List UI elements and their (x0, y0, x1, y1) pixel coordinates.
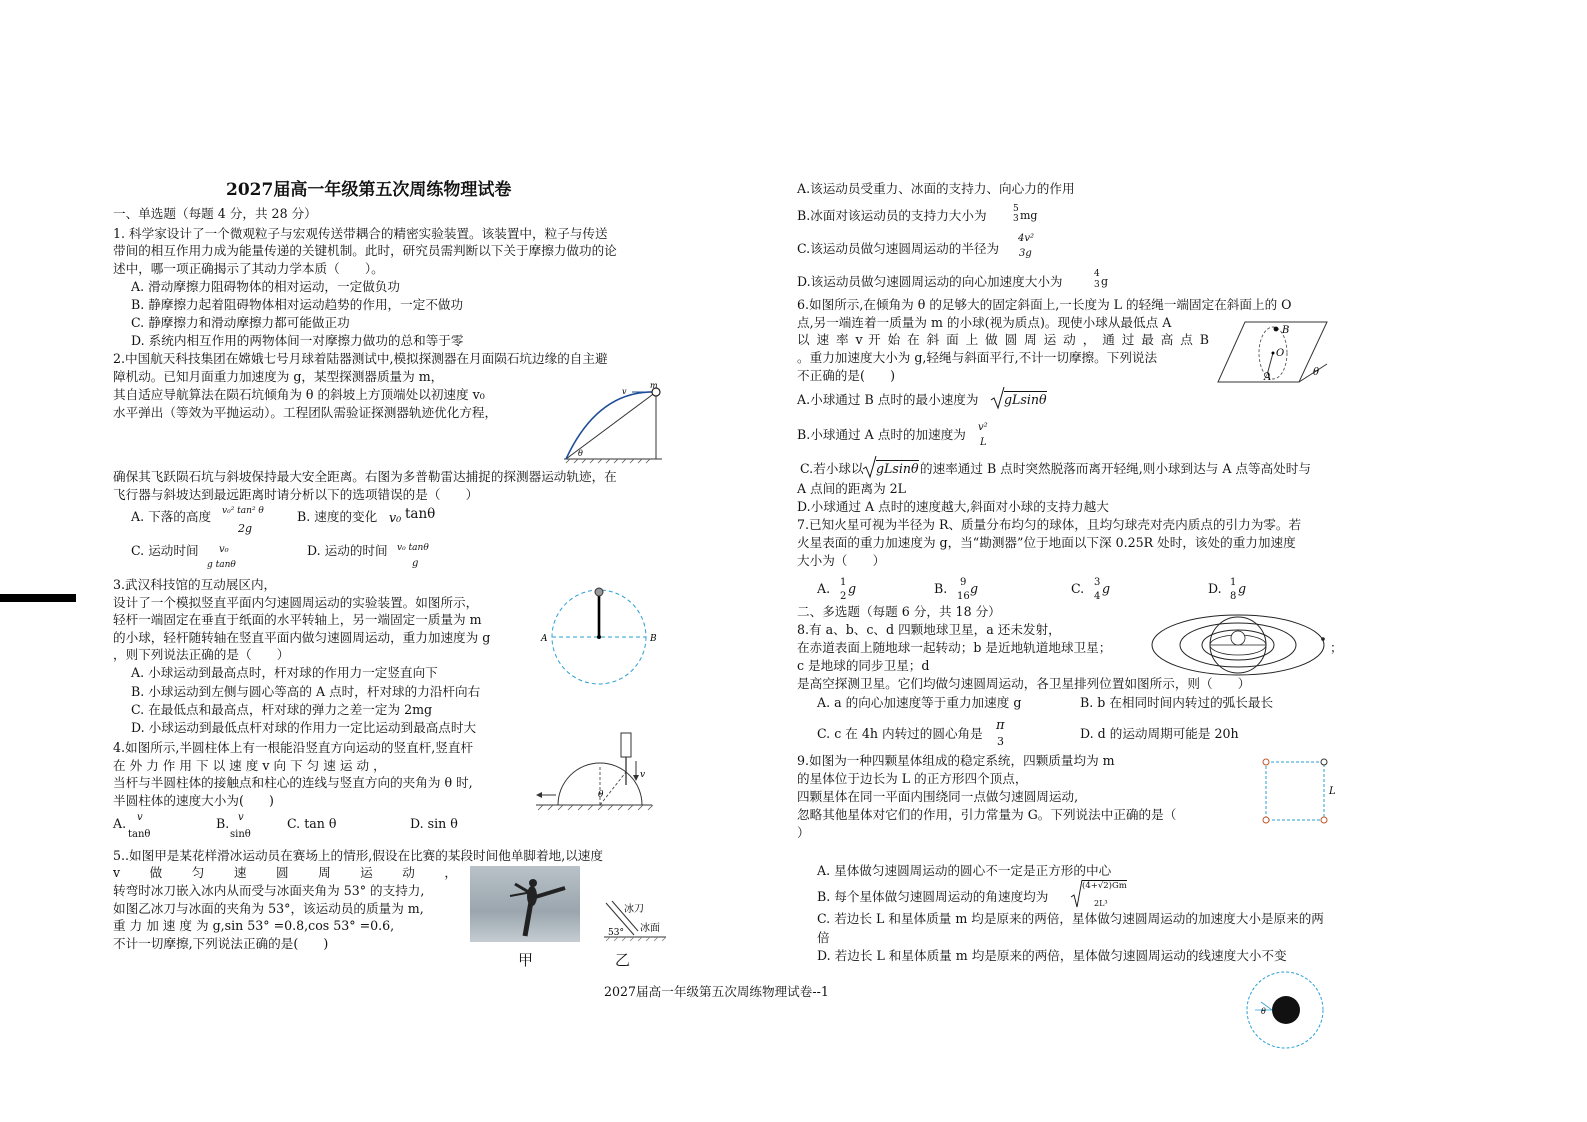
q8-orbits-figure (1150, 612, 1328, 678)
q2-stem-line-2: 障机动。已知月面重力加速度为 g，某型探测器质量为 m， (113, 369, 444, 384)
q5-option-b-num: 5 (1013, 204, 1019, 214)
q4-fig-label-theta: θ (598, 790, 604, 800)
q5-option-c-den: 3g (1019, 248, 1032, 259)
page-footer: 2027届高一年级第五次周练物理试卷--1 (604, 984, 829, 999)
q2-option-d-numerator: v₀ tanθ (397, 543, 429, 553)
q2-fig-label-v: v (622, 387, 627, 396)
q9-square-stars-figure (1258, 754, 1340, 828)
q9-option-d: D. 若边长 L 和星体质量 m 均是原来的两倍，星体做匀速圆周运动的线速度大小不变 (817, 948, 1287, 963)
q4-option-b-numerator: v (238, 812, 244, 823)
q6-stem-line-1: 6.如图所示,在倾角为 θ 的足够大的固定斜面上,一长度为 L 的轻绳一端固定在斜面上的 O (797, 297, 1292, 312)
q8-stem-line-2: 在赤道表面上随地球一起转动；b 是近地轨道地球卫星； (797, 640, 1112, 655)
q6-option-c-line-2: A 点间的距离为 2L (797, 481, 907, 496)
q8-stem-semicolon: ； (1330, 640, 1343, 655)
q6-fig-label-b: B (1282, 325, 1290, 336)
q3-option-d: D. 小球运动到最低点杆对球的作用力一定比运动到最高点时大 (131, 720, 477, 735)
q6-stem-line-4: 。重力加速度大小为 g,轻绳与斜面平行,不计一切摩擦。下列说法 (797, 350, 1158, 365)
q4-stem-line-4: 半圆柱体的速度大小为( ) (113, 793, 274, 808)
q5-stem-line-6: 不计一切摩擦,下列说法正确的是( ) (113, 936, 329, 951)
q5-stem-line-1: 5..如图甲是某花样滑冰运动员在赛场上的情形,假设在比赛的某段时间他单脚着地,以速度 (113, 848, 603, 863)
q9-stem-line-2: 的星体位于边长为 L 的正方形四个顶点， (797, 771, 1028, 786)
q4-option-c: C. tan θ (287, 816, 337, 831)
q4-option-a-numerator: v (137, 812, 143, 823)
q5-fig-blade-label: 冰刀 (624, 904, 644, 915)
q2-option-c-numerator: v₀ (219, 544, 229, 555)
q6-option-c-expr: gLsinθ (876, 461, 919, 476)
q5-fig-angle: 53° (608, 928, 624, 938)
q7-option-c: C. (1071, 581, 1085, 596)
q6-stem-line-3: 以 速 率 v 开 始 在 斜 面 上 做 圆 周 运 动 ， 通 过 最 高 点 B (797, 332, 1209, 347)
q7-option-a-num: 1 (840, 577, 847, 588)
q4-option-d: D. sin θ (410, 816, 458, 831)
q9-stem-line-3: 四颗星体在同一平面内围绕同一点做匀速圆周运动, (797, 789, 1079, 804)
exam-title: 2027届高一年级第五次周练物理试卷 (226, 180, 512, 200)
q4-stem-line-2: 在 外 力 作 用 下 以 速 度 v 向 下 匀 速 运 动 ， (113, 758, 386, 773)
q2-trajectory-figure (558, 382, 670, 464)
q7-option-b-g: g (970, 581, 979, 596)
q1-stem-line-2: 带间的相互作用力成为能量传递的关键机制。此时，研究员需判断以下关于摩擦力做功的论 (113, 243, 617, 258)
q2-option-a-numerator: v₀² tan² θ (222, 506, 264, 516)
q6-option-d: D.小球通过 A 点时的速度越大,斜面对小球的支持力越大 (797, 499, 1109, 514)
q3-stem-line-3: 轻杆一端固定在垂直于纸面的水平转轴上，另一端固定一质量为 m (113, 612, 482, 627)
q1-option-a: A. 滑动摩擦力阻碍物体的相对运动，一定做负功 (131, 279, 400, 294)
q2-option-c: C. 运动时间 (131, 543, 199, 558)
q8-stem-line-4: 是高空探测卫星。它们均做匀速圆周运动，各卫星排列位置如图所示，则（ ） (797, 676, 1251, 691)
q5-option-c: C.该运动员做匀速圆周运动的半径为 (797, 241, 1000, 256)
q9-option-c-line-2: 倍 (817, 930, 830, 945)
q7-stem-line-1: 7.已知火星可视为半径为 R、质量分布均匀的球体，且均匀球壳对壳内质点的引力为零。若 (797, 517, 1302, 532)
q7-option-c-num: 3 (1094, 577, 1101, 588)
q2-option-b: B. 速度的变化 (297, 509, 378, 524)
q3-stem-line-4: 的小球，轻杆随转轴在竖直平面内做匀速圆周运动，重力加速度为 g (113, 630, 491, 645)
q5-blade-figure (600, 895, 668, 943)
q1-option-c: C. 静摩擦力和滑动摩擦力都可能做正功 (131, 315, 350, 330)
q5-fig-caption-jia: 甲 (518, 951, 534, 969)
q8-option-b: B. b 在相同时间内转过的弧长最长 (1080, 695, 1274, 710)
q3-option-a: A. 小球运动到最高点时，杆对球的作用力一定竖直向下 (131, 665, 438, 680)
orbit-fig-label-theta: θ (1261, 1007, 1266, 1016)
q7-option-b-num: 9 (960, 577, 967, 588)
q5-option-b-tail: mg (1020, 209, 1038, 222)
q2-fig-label-m: m (650, 381, 658, 390)
q4-fig-label-v: v (640, 770, 646, 780)
q4-option-b-denominator: sinθ (230, 829, 251, 840)
q2-option-b-v0: v₀ (389, 510, 402, 525)
q6-fig-label-a: A (1264, 372, 1272, 383)
section-heading-single-choice: 一、单选题（每题 4 分，共 28 分） (113, 206, 317, 221)
q5-option-d: D.该运动员做匀速圆周运动的向心加速度大小为 (797, 274, 1063, 289)
q9-fig-label-l: L (1329, 786, 1336, 797)
q6-option-a-sqrt (991, 386, 1005, 410)
q6-option-b: B.小球通过 A 点时的加速度为 (797, 427, 966, 442)
q2-option-a: A. 下落的高度 (131, 509, 212, 524)
q3-stem-line-2: 设计了一个模拟竖直平面内匀速圆周运动的实验装置。如图所示， (113, 595, 479, 610)
q8-option-c-den: 3 (997, 735, 1004, 748)
q2-stem-line-6: 飞行器与斜坡达到最远距离时请分析以下的选项错误的是（ ） (113, 487, 479, 502)
q6-option-c-sqrt (863, 455, 877, 479)
q8-option-a: A. a 的向心加速度等于重力加速度 g (817, 695, 1022, 710)
q5-option-b: B.冰面对该运动员的支持力大小为 (797, 208, 987, 223)
q6-option-a: A.小球通过 B 点时的最小速度为 (797, 392, 979, 407)
q2-option-b-tan: tanθ (405, 506, 436, 522)
q3-stem-line-1: 3.武汉科技馆的互动展区内， (113, 577, 277, 592)
q7-option-a-den: 2 (840, 591, 847, 602)
q5-option-d-tail: g (1101, 275, 1109, 288)
q8-stem-line-3: c 是地球的同步卫星；d (797, 658, 930, 673)
q5-option-d-den: 3 (1094, 280, 1100, 290)
binding-mark (0, 594, 76, 602)
q3-stem-line-5: ，则下列说法正确的是（ ） (113, 647, 290, 662)
section-heading-multi-choice: 二、多选题（每题 6 分，共 18 分） (797, 604, 1001, 619)
q6-incline-circle-figure (1215, 318, 1330, 386)
q4-stem-line-1: 4.如图所示,半圆柱体上有一根能沿竖直方向运动的竖直杆,竖直杆 (113, 740, 474, 755)
q3-option-c: C. 在最低点和最高点，杆对球的弹力之差一定为 2mg (131, 702, 433, 717)
q2-option-a-denominator: 2g (238, 522, 253, 535)
q5-option-b-den: 3 (1013, 214, 1019, 224)
q7-option-a: A. (817, 581, 831, 596)
q3-circle-rod-figure (538, 585, 663, 695)
q2-stem-line-3: 其自适应导航算法在陨石坑倾角为 θ 的斜坡上方顶端处以初速度 v₀ (113, 387, 485, 402)
q8-stem-line-1: 8.有 a、b、c、d 四颗地球卫星，a 还未发射， (797, 622, 1061, 637)
q5-stem-line-2: v 做 匀 速 圆 周 运 动 ， (113, 865, 457, 880)
q6-option-c-part-1: C.若小球以 (800, 461, 864, 476)
q6-option-c-part-2: 的速率通过 B 点时突然脱落而离开轻绳,则小球到达与 A 点等高处时与 (920, 461, 1311, 476)
q7-option-a-g: g (848, 581, 857, 596)
q7-option-c-g: g (1102, 581, 1111, 596)
q2-option-c-denominator: g tanθ (207, 560, 236, 570)
q7-option-b-den: 16 (957, 591, 970, 602)
q5-stem-line-4: 如图乙冰刀与冰面的夹角为 53°，该运动员的质量为 m, (113, 901, 424, 916)
q6-fig-label-theta: θ (1313, 367, 1320, 378)
q9-option-a: A. 星体做匀速圆周运动的圆心不一定是正方形的中心 (817, 863, 1112, 878)
q2-option-d: D. 运动的时间 (307, 543, 388, 558)
q6-option-a-expr: gLsinθ (1004, 392, 1047, 407)
q1-stem-line-1: 1. 科学家设计了一个微观粒子与宏观传送带耦合的精密实验装置。该装置中，粒子与传送 (113, 226, 608, 241)
q2-stem-line-1: 2.中国航天科技集团在嫦娥七号月球着陆器测试中,模拟探测器在月面陨石坑边缘的自主避 (113, 351, 608, 366)
q7-option-c-den: 4 (1094, 591, 1101, 602)
q5-stem-line-3: 转弯时冰刀嵌入冰内从而受与冰面夹角为 53° 的支持力, (113, 883, 425, 898)
q4-stem-line-3: 当杆与半圆柱体的接触点和柱心的连线与竖直方向的夹角为 θ 时, (113, 775, 473, 790)
q5-fig-caption-yi: 乙 (615, 951, 631, 969)
q9-stem-line-4: 忽略其他星体对它们的作用，引力常量为 G。下列说法中正确的是（ (797, 807, 1177, 822)
q1-option-d: D. 系统内相互作用的两物体间一对摩擦力做功的总和等于零 (131, 333, 464, 348)
q4-option-b: B. (216, 816, 230, 831)
q6-stem-line-5: 不正确的是( ) (797, 368, 895, 383)
q7-stem-line-2: 火星表面的重力加速度为 g，当“勘测器”位于地面以下深 0.25R 处时，该处的重力加速度 (797, 535, 1296, 550)
orbit-dot-figure (1245, 970, 1327, 1050)
q9-option-b-numerator: (4+√2)Gm (1082, 881, 1127, 891)
q7-option-d-g: g (1238, 581, 1247, 596)
q2-fig-label-theta: θ (578, 449, 583, 458)
q6-option-b-num: v² (978, 422, 988, 433)
skater-photo (470, 866, 580, 942)
q3-fig-label-b: B (650, 634, 657, 644)
q5-option-a: A.该运动员受重力、冰面的支持力、向心力的作用 (797, 181, 1075, 196)
q3-fig-label-a: A (541, 634, 548, 644)
q8-option-c: C. c 在 4h 内转过的圆心角是 (817, 726, 983, 741)
q1-option-b: B. 静摩擦力起着阻碍物体相对运动趋势的作用，一定不做功 (131, 297, 464, 312)
q5-option-d-num: 4 (1094, 269, 1100, 279)
q6-stem-line-2: 点,另一端连着一质量为 m 的小球(视为质点)。现使小球从最低点 A (797, 315, 1172, 330)
q6-fig-label-o: O (1276, 348, 1285, 359)
q9-stem-line-5: ） (797, 825, 810, 840)
q7-option-d: D. (1208, 581, 1222, 596)
q8-option-d: D. d 的运动周期可能是 20h (1080, 726, 1239, 741)
q5-option-c-num: 4v² (1018, 233, 1035, 244)
q2-option-d-denominator: g (412, 558, 419, 569)
q6-option-b-den: L (980, 437, 987, 448)
q9-option-c-line-1: C. 若边长 L 和星体质量 m 均是原来的两倍，星体做匀速圆周运动的加速度大小是原来的两 (817, 911, 1324, 926)
q2-stem-line-5: 确保其飞跃陨石坑与斜坡保持最大安全距离。右图为多普勒雷达捕捉的探测器运动轨迹，在 (113, 469, 617, 484)
q7-option-d-num: 1 (1230, 577, 1237, 588)
q5-fig-ice-label: 冰面 (640, 923, 660, 934)
q4-half-cylinder-figure (528, 725, 658, 815)
q4-option-a-denominator: tanθ (128, 829, 151, 840)
q7-stem-line-3: 大小为（ ） (797, 553, 886, 568)
q7-option-b: B. (934, 581, 948, 596)
q7-option-d-den: 8 (1230, 591, 1237, 602)
q5-stem-line-5: 重 力 加 速 度 为 g,sin 53° =0.8,cos 53° =0.6, (113, 918, 395, 933)
q4-option-a: A. (113, 816, 127, 831)
q1-stem-line-3: 述中，哪一项正确揭示了其动力学本质（ ）。 (113, 261, 384, 276)
q9-option-b-denominator: 2L³ (1094, 899, 1108, 908)
q9-option-b: B. 每个星体做匀速圆周运动的角速度均为 (817, 889, 1049, 904)
q8-option-c-num: π (996, 718, 1005, 733)
q2-stem-line-4: 水平弹出（等效为平抛运动）。工程团队需验证探测器轨迹优化方程， (113, 405, 498, 420)
q3-option-b: B. 小球运动到左侧与圆心等高的 A 点时，杆对球的力沿杆向右 (131, 684, 481, 699)
q9-stem-line-1: 9.如图为一种四颗星体组成的稳定系统，四颗质量均为 m (797, 753, 1115, 768)
